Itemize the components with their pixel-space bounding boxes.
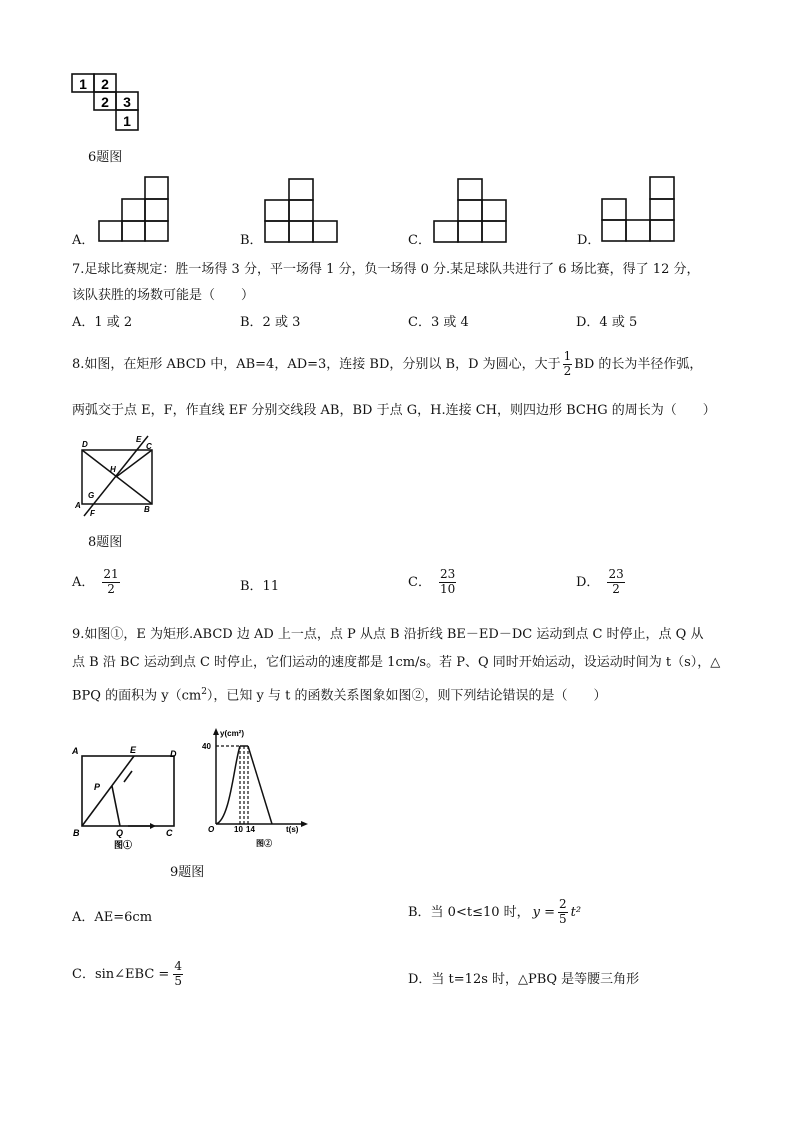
q8-option-d-den: 2 xyxy=(612,581,620,596)
q8-option-c-label: C． xyxy=(408,574,431,590)
q7-stem-line2: 该队获胜的场数可能是（ ） xyxy=(72,288,255,303)
fig6-num: 1 xyxy=(123,113,131,129)
q8-option-a-label: A． xyxy=(72,574,95,590)
q7-option-a[interactable]: A．1 或 2 xyxy=(72,315,133,330)
q9-option-c-text: C．sin∠EBC = xyxy=(72,966,170,982)
q9-fig1-label-b: B xyxy=(73,828,80,838)
q9-option-c-num: 4 xyxy=(174,959,182,973)
q9-stem-line3-a: BPQ 的面积为 y（cm xyxy=(72,688,202,704)
q9-option-b[interactable] xyxy=(408,898,581,927)
q9-figure-1 xyxy=(70,742,184,852)
q9-stem-line2: 点 B 沿 BC 运动到点 C 时停止，它们运动的速度都是 1cm/s。若 P、Q 同时开始运动，设运动时间为 t（s），△ xyxy=(72,655,721,670)
q8-rectangle-figure xyxy=(72,432,162,518)
fig6-num: 1 xyxy=(79,76,87,92)
q9-option-b-text: B．当 0<t≤10 时， xyxy=(408,904,530,920)
q9-fig1-label-d: D xyxy=(170,749,177,759)
q9-figure-2-graph xyxy=(200,724,312,856)
q8-option-d-label: D． xyxy=(576,574,600,590)
fig6-num: 2 xyxy=(101,76,109,92)
q8-label-b: B xyxy=(144,505,150,514)
q8-label-e: E xyxy=(136,435,142,444)
q9-fig1-label-a: A xyxy=(72,746,79,756)
fig6-net-diagram xyxy=(70,72,142,134)
q8-frac-num: 1 xyxy=(563,349,572,363)
q9-option-c-fraction xyxy=(173,960,183,989)
q9-fig2-t10: 10 xyxy=(234,825,243,834)
q8-option-c-fraction xyxy=(439,568,456,597)
q9-fig2-taxis-label: t(s) xyxy=(286,825,299,834)
q8-label-d: D xyxy=(82,440,88,449)
q7-option-b[interactable]: B．2 或 3 xyxy=(240,315,301,330)
q9-option-a[interactable]: A．AE=6cm xyxy=(72,910,153,925)
q8-option-a-den: 2 xyxy=(107,581,115,596)
q9-fig1-label-p: P xyxy=(94,782,101,792)
q9-stem-line3-b: ），已知 y 与 t 的函数关系图象如图②，则下列结论错误的是（ ） xyxy=(206,688,607,704)
q8-half-fraction xyxy=(563,350,573,379)
q6-view-a xyxy=(97,175,171,243)
q9-option-b-t: t² xyxy=(570,904,582,920)
q9-fig2-origin: O xyxy=(208,825,215,834)
q7-option-d[interactable]: D．4 或 5 xyxy=(576,315,638,330)
q8-option-d-num: 23 xyxy=(608,567,624,581)
q8-option-b[interactable]: B．11 xyxy=(240,579,280,594)
fig6-num: 2 xyxy=(101,94,109,110)
q9-stem-sup: 2 xyxy=(201,687,207,697)
q9-option-b-fraction xyxy=(558,898,568,927)
q8-option-c[interactable] xyxy=(408,568,456,597)
q9-fig2-t14: 14 xyxy=(246,825,255,834)
q9-option-b-expr: y = xyxy=(532,904,556,920)
q6-option-a[interactable]: A． xyxy=(72,233,95,248)
q8-stem-part1: 8.如图，在矩形 ABCD 中，AB=4，AD=3，连接 BD，分别以 B，D 为圆心，大于 xyxy=(72,356,561,372)
q8-label-c: C xyxy=(146,442,152,451)
q8-option-a[interactable] xyxy=(72,568,120,597)
q8-option-a-fraction xyxy=(102,568,119,597)
q9-stem-line1: 9.如图①，E 为矩形.ABCD 边 AD 上一点，点 P 从点 B 沿折线 BE－ED－DC 运动到点 C 时停止，点 Q 从 xyxy=(72,627,704,642)
q7-stem-line1: 7.足球比赛规定：胜一场得 3 分，平一场得 1 分，负一场得 0 分.某足球队共进行了 6 场比赛，得了 12 分， xyxy=(72,262,700,277)
q8-stem-line2: 两弧交于点 E，F，作直线 EF 分别交线段 AB，BD 于点 G，H.连接 CH，则四边形 BCHG 的周长为（ ） xyxy=(72,403,716,418)
q9-fig-caption: 9题图 xyxy=(170,865,205,880)
q9-option-b-num: 2 xyxy=(559,897,567,911)
q6-option-d[interactable]: D． xyxy=(577,233,601,248)
q9-option-c-den: 5 xyxy=(174,973,182,988)
q8-stem-line1 xyxy=(72,350,702,379)
q8-frac-den: 2 xyxy=(563,363,572,378)
q9-option-c[interactable] xyxy=(72,960,183,989)
q8-option-d[interactable] xyxy=(576,568,625,597)
q8-label-f: F xyxy=(90,509,95,518)
q7-option-c[interactable]: C．3 或 4 xyxy=(408,315,469,330)
q6-option-c[interactable]: C． xyxy=(408,233,431,248)
q9-option-d[interactable]: D．当 t=12s 时，△PBQ 是等腰三角形 xyxy=(408,972,640,987)
q9-fig1-label-c: C xyxy=(166,828,173,838)
q9-option-b-den: 5 xyxy=(559,911,567,926)
q6-option-b[interactable]: B． xyxy=(240,233,263,248)
q9-stem-line3 xyxy=(72,688,607,702)
q9-fig2-name: 图② xyxy=(256,839,272,848)
q8-option-d-fraction xyxy=(607,568,624,597)
fig6-num: 3 xyxy=(123,94,131,110)
q6-view-d xyxy=(600,175,676,245)
q8-option-c-den: 10 xyxy=(439,581,456,596)
q9-fig2-y40: 40 xyxy=(202,742,211,751)
q9-fig1-name: 图① xyxy=(114,840,133,850)
q8-label-a: A xyxy=(75,501,81,510)
fig6-caption: 6题图 xyxy=(88,150,123,165)
q9-fig1-label-q: Q xyxy=(116,828,124,838)
q9-fig1-label-e: E xyxy=(130,745,137,755)
q6-view-b xyxy=(263,177,339,245)
q8-option-a-num: 21 xyxy=(103,567,119,581)
q6-view-c xyxy=(432,177,508,245)
q8-option-c-num: 23 xyxy=(439,567,456,581)
q9-fig2-yaxis-label: y(cm²) xyxy=(220,729,245,738)
q8-label-h: H xyxy=(110,465,116,474)
q8-stem-part2: BD 的长为半径作弧， xyxy=(574,356,703,372)
q8-label-g: G xyxy=(88,491,95,500)
q8-fig-caption: 8题图 xyxy=(88,535,123,550)
